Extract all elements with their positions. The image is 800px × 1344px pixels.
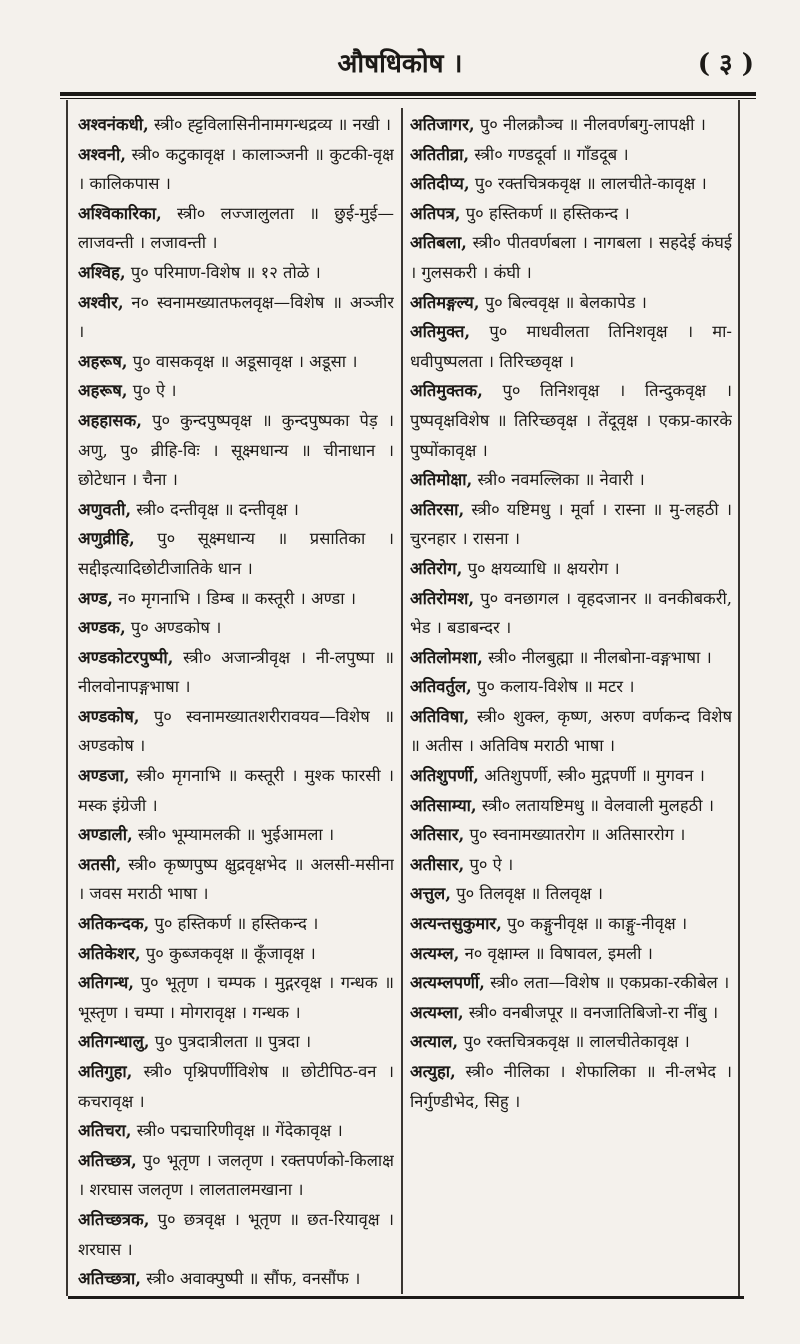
entry-definition: स्त्री० भूम्यामलकी ॥ भुईआमला । [132, 825, 335, 845]
footer-rule [68, 1296, 744, 1299]
entry-definition: पु० नीलक्रौञ्च ॥ नीलवर्णबगु-लापक्षी । [474, 115, 706, 134]
dictionary-entry [410, 317, 732, 376]
dictionary-entry [410, 791, 732, 821]
dictionary-entry [78, 584, 394, 614]
dictionary-entry [410, 140, 732, 170]
entry-definition: स्त्री० अवाक्पुष्पी ॥ सौंफ, वनसौंफ । [141, 1269, 361, 1289]
dictionary-entry [78, 968, 394, 1027]
headword: अतिच्छत्र, [78, 1150, 137, 1170]
dictionary-entry [410, 672, 732, 702]
entry-definition: पु० हस्तिकर्ण ॥ हस्तिकन्द । [149, 914, 319, 934]
entry-definition: पु० कलाय-विशेष ॥ मटर । [471, 677, 635, 697]
headword: अश्विह, [78, 262, 126, 282]
entry-definition: स्त्री० नीलिका । शेफालिका ॥ नी-लभेद । निर्गुण्डीभेद, सिहु । [410, 1062, 732, 1111]
headword: अतिगुहा, [78, 1062, 133, 1081]
column-divider [401, 108, 403, 1294]
entry-definition: पु० कुब्जकवृक्ष ॥ कूँजावृक्ष । [140, 943, 316, 963]
entry-definition: पु० अण्डकोष । [125, 618, 222, 638]
headword: अतिरसा, [410, 499, 465, 519]
dictionary-entry [410, 820, 732, 850]
dictionary-entry [410, 110, 732, 140]
entry-definition: स्त्री० शुक्ल, कृष्ण, अरुण वर्णकन्द विशेष ॥ अतीस । अतिविष मराठी भाषा । [410, 706, 732, 756]
dictionary-entry [410, 495, 732, 554]
entry-definition: स्त्री० दन्तीवृक्ष ॥ दन्तीवृक्ष । [131, 499, 299, 519]
headword: अतिसार, [410, 825, 465, 845]
headword: अतिच्छत्रक, [78, 1209, 150, 1229]
headword: अतिरोग, [410, 558, 463, 578]
entry-definition: पु० कङ्गुनीवृक्ष ॥ काङ्गु-नीवृक्ष । [501, 914, 688, 934]
headword: अत्तुल, [410, 884, 451, 904]
headword: अतिमङ्गल्य, [410, 292, 480, 312]
entry-definition: स्त्री० लतायष्टिमधु ॥ वेलवाली मुलहठी । [476, 795, 714, 815]
headword: अहहासक, [78, 410, 142, 430]
entry-definition: पु० माधवीलता तिनिशवृक्ष । मा-धवीपुष्पलता । तिरिच्छवृक्ष । [410, 322, 732, 371]
dictionary-entry [78, 1146, 394, 1205]
dictionary-entry [410, 939, 732, 969]
entry-definition: पु० ऐ । [464, 854, 514, 874]
headword: अतिमुक्त, [410, 322, 471, 342]
entry-definition: पु० छत्रवृक्ष । भूतृण ॥ छत-रियावृक्ष । शरघास । [78, 1209, 394, 1259]
dictionary-entry [78, 199, 394, 258]
dictionary-entry [410, 1027, 732, 1057]
headword: अत्यम्ल, [410, 943, 460, 963]
right-column [410, 110, 732, 1290]
headword: अण्डक, [78, 618, 126, 638]
dictionary-entry [78, 1057, 394, 1116]
entry-definition: पु० स्वनामख्यातशरीरावयव—विशेष ॥ अण्डकोष । [78, 706, 394, 756]
headword: अणुवती, [78, 499, 132, 519]
headword: अतिगन्ध, [78, 973, 135, 993]
entry-definition: स्त्री० नीलबुह्मा ॥ नीलबोना-वङ्गभाषा । [482, 647, 712, 667]
entry-definition: स्त्री० कटुकावृक्ष । कालाञ्जनी ॥ कुटकी-वृक्ष । कालिकपास । [78, 144, 394, 194]
dictionary-entry [78, 1027, 394, 1057]
entry-definition: स्त्री० ह्ट्टविलासिनीनामगन्धद्रव्य ॥ नखी । [148, 115, 392, 134]
headword: अत्यन्तसुकुमार, [410, 914, 502, 934]
entry-definition: अतिशुपर्णी, स्त्री० मुद्गपर्णी ॥ मुगवन । [478, 766, 705, 786]
dictionary-entry [78, 761, 394, 820]
header-rule-thick [60, 92, 756, 96]
entry-definition: पु० रक्तचित्रकवृक्ष ॥ लालचीतेकावृक्ष । [458, 1032, 690, 1052]
entry-definition: पु० रक्तचित्रकवृक्ष ॥ लालचीते-कावृक्ष । [469, 174, 707, 194]
dictionary-entry [410, 998, 732, 1028]
dictionary-entry [78, 524, 394, 583]
headword: अतिच्छत्रा, [78, 1269, 142, 1289]
dictionary-entry [78, 850, 394, 909]
dictionary-entry [78, 406, 394, 495]
headword: अतिविषा, [410, 706, 470, 726]
headword: अतीसार, [410, 854, 465, 874]
left-border-rule [66, 100, 68, 1296]
dictionary-entry [410, 1057, 732, 1116]
headword: अण्ड, [78, 588, 114, 608]
headword: अतिसाम्या, [410, 795, 477, 815]
dictionary-entry [410, 169, 732, 199]
entry-definition: स्त्री० पृश्निपर्णीविशेष ॥ छोटीपिठ-वन । कचरावृक्ष । [78, 1062, 394, 1111]
headword: अश्वीर, [78, 292, 124, 312]
entry-definition: पु० सूक्ष्मधान्य ॥ प्रसातिका । सद्दीइत्यादिछोटीजातिके धान । [78, 529, 394, 578]
dictionary-entry [410, 643, 732, 673]
dictionary-entry [78, 1116, 394, 1146]
entry-definition: न० स्वनामख्यातफलवृक्ष—विशेष ॥ अञ्जीर । [78, 292, 394, 342]
dictionary-entry [410, 761, 732, 791]
headword: अहरूष, [78, 381, 128, 401]
headword: अण्डकोष, [78, 706, 140, 726]
entry-definition: स्त्री० मृगनाभि ॥ कस्तूरी । मुश्क फारसी । मस्क इंग्रेजी । [78, 766, 394, 815]
page-header [0, 44, 800, 84]
dictionary-entry [78, 110, 394, 140]
dictionary-entry [78, 1264, 394, 1290]
headword: अतिमोक्षा, [410, 470, 473, 490]
dictionary-entry [410, 199, 732, 229]
headword: अतिचरा, [78, 1121, 132, 1141]
dictionary-entry [410, 968, 732, 998]
dictionary-entry [78, 613, 394, 643]
entry-definition: पु० परिमाण-विशेष ॥ १२ तोळे । [125, 262, 321, 282]
dictionary-entry [78, 643, 394, 702]
headword: अतिजागर, [410, 115, 475, 134]
entry-definition: स्त्री० अजान्त्रीवृक्ष । नी-लपुष्पा ॥ नीलवोनापङ्गभाषा । [78, 647, 394, 697]
dictionary-entry [78, 288, 394, 347]
dictionary-entry [78, 258, 394, 288]
headword: अतिगन्धालु, [78, 1032, 150, 1052]
entry-definition: पु० हस्तिकर्ण ॥ हस्तिकन्द । [460, 203, 630, 223]
dictionary-entry [78, 909, 394, 939]
entry-definition: स्त्री० पीतवर्णबला । नागबला । सहदेई कंघई । गुलसकरी । कंघी । [410, 233, 732, 282]
entry-definition: पु० भूतृण । जलतृण । रक्तपर्णको-किलाक्ष । शरघास जलतृण । लालतालमखाना । [78, 1150, 394, 1200]
entry-definition: न० मृगनाभि । डिम्ब ॥ कस्तूरी । अण्डा । [113, 588, 357, 608]
headword: अत्यम्लपर्णी, [410, 973, 485, 993]
headword: अतिशुपर्णी, [410, 766, 479, 786]
dictionary-entry [78, 820, 394, 850]
dictionary-entry [410, 554, 732, 584]
entry-definition: स्त्री० यष्टिमधु । मूर्वा । रास्ना ॥ मु-लहठी । चुरनहार । रासना । [410, 499, 732, 549]
headword: अतिदीप्य, [410, 174, 470, 194]
headword: अतिकेशर, [78, 943, 141, 963]
dictionary-entry [410, 376, 732, 465]
header-rule-thin [60, 98, 756, 99]
page-number: ( ३ ) [697, 49, 754, 79]
entry-definition: पु० पुत्रदात्रीलता ॥ पुत्रदा । [149, 1032, 312, 1052]
entry-definition: स्त्री० वनबीजपूर ॥ वनजातिबिजो-रा नींबु । [463, 1002, 719, 1022]
dictionary-entry [410, 288, 732, 318]
headword: अण्डजा, [78, 766, 130, 786]
headword: अश्वनी, [78, 144, 126, 164]
dictionary-entry [78, 347, 394, 377]
entry-definition: पु० क्षयव्याधि ॥ क्षयरोग । [462, 558, 620, 578]
entry-definition: पु० स्वनामख्यातरोग ॥ अतिसाररोग । [464, 825, 686, 845]
headword: अतिकन्दक, [78, 914, 150, 934]
dictionary-entry [410, 465, 732, 495]
left-column [78, 110, 394, 1290]
headword: अत्याल, [410, 1032, 459, 1052]
entry-definition: पु० भूतृण । चम्पक । मुद्गरवृक्ष । गन्धक ॥ भूस्तृण । चम्पा । मोगरावृक्ष । गन्धक । [78, 973, 394, 1022]
entry-definition: पु० कुन्दपुष्पवृक्ष ॥ कुन्दपुष्पका पेड़ । अणु, पु० व्रीहि-विः । सूक्ष्मधान्य ॥ चीनाधान । छोटेधान । चैना । [78, 410, 394, 490]
right-border-rule [738, 100, 740, 1296]
entry-definition: पु० बिल्ववृक्ष ॥ बेलकापेड । [479, 292, 647, 312]
entry-definition: पु० ऐ । [127, 381, 177, 401]
entry-definition: स्त्री० पद्मचारिणीवृक्ष ॥ गेंदेकावृक्ष । [131, 1121, 343, 1141]
headword: अण्डाली, [78, 825, 133, 845]
headword: अतिरोमश, [410, 588, 475, 608]
dictionary-entry [410, 584, 732, 643]
dictionary-entry [410, 909, 732, 939]
entry-definition: पु० तिनिशवृक्ष । तिन्दुकवृक्ष । पुष्पवृक्षविशेष ॥ तिरिच्छवृक्ष । तेंदूवृक्ष । एकप्र-कारके पुष्पोंकावृक्ष । [410, 381, 732, 460]
entry-definition: पु० वनछागल । वृहदजानर ॥ वनकीबकरी, भेड । बडाबन्दर । [410, 588, 732, 638]
dictionary-entry [410, 702, 732, 761]
entry-definition: पु० तिलवृक्ष ॥ तिलवृक्ष । [450, 884, 604, 904]
headword: अत्यम्ला, [410, 1002, 464, 1022]
entry-definition: स्त्री० कृष्णपुष्प क्षुद्रवृक्षभेद ॥ अलसी-मसीना । जवस मराठी भाषा । [78, 854, 394, 904]
headword: अतिपत्र, [410, 203, 461, 223]
headword: अश्वनंकधी, [78, 115, 149, 134]
headword: अतसी, [78, 854, 122, 874]
entry-definition: पु० वासकवृक्ष ॥ अडूसावृक्ष । अडूसा । [127, 351, 358, 371]
dictionary-entry [78, 376, 394, 406]
entry-definition: स्त्री० नवमल्लिका ॥ नेवारी । [472, 470, 645, 490]
dictionary-entry [78, 140, 394, 199]
entry-definition: स्त्री० लता—विशेष ॥ एकप्रका-रकीबेल । [484, 973, 730, 993]
dictionary-entry [410, 850, 732, 880]
dictionary-entry [78, 495, 394, 525]
headword: अत्युहा, [410, 1062, 456, 1081]
dictionary-entry [410, 879, 732, 909]
headword: अतिमुक्तक, [410, 381, 483, 401]
entry-definition: स्त्री० गण्डदूर्वा ॥ गाँडदूब । [469, 144, 629, 164]
page-title: औषधिकोष । [337, 49, 463, 79]
entry-definition: स्त्री० लज्जालुलता ॥ छुई-मुई—लाजवन्ती । लजावन्ती । [78, 203, 394, 253]
dictionary-entry [78, 702, 394, 761]
dictionary-entry [78, 939, 394, 969]
entry-definition: न० वृक्षाम्ल ॥ विषावल, इमली । [459, 943, 653, 963]
headword: अहरूष, [78, 351, 128, 371]
headword: अतिवर्तुल, [410, 677, 472, 697]
dictionary-entry [410, 228, 732, 287]
headword: अतितीव्रा, [410, 144, 470, 164]
headword: अतिबला, [410, 233, 467, 253]
headword: अण्डकोटरपुष्पी, [78, 647, 174, 667]
dictionary-entry [78, 1205, 394, 1264]
headword: अतिलोमशा, [410, 647, 483, 667]
headword: अणुव्रीहि, [78, 529, 135, 549]
headword: अश्विकारिका, [78, 203, 162, 223]
